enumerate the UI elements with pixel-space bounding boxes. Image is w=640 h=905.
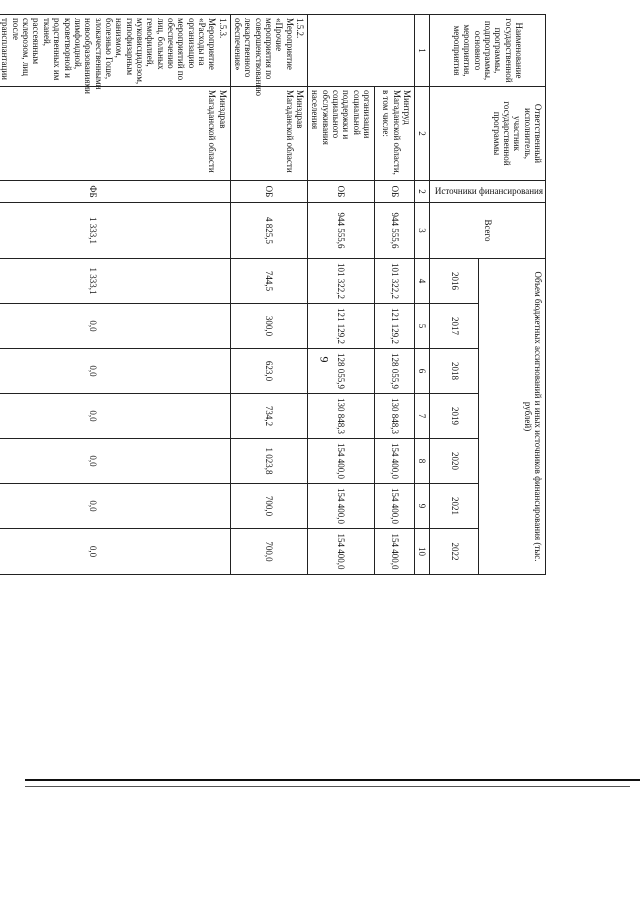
header-total: Всего	[430, 203, 546, 259]
index-cell: 2	[415, 181, 430, 203]
row-source: ОБ	[308, 181, 375, 203]
row-value: 700,0	[230, 529, 307, 575]
row-source: ФБ	[0, 181, 230, 203]
row-value: 154 400,0	[375, 529, 415, 575]
row-total: 4 825,5	[230, 203, 307, 259]
page-number: 9	[317, 356, 332, 363]
index-cell: 10	[415, 529, 430, 575]
row-value: 154 400,0	[308, 529, 375, 575]
header-source	[430, 181, 546, 203]
year-2021: 2021	[430, 484, 479, 529]
index-cell: 5	[415, 304, 430, 349]
index-cell: 4	[415, 259, 430, 304]
row-value: 734,2	[230, 394, 307, 439]
year-2016: 2016	[430, 259, 479, 304]
row-value: 130 848,3	[375, 394, 415, 439]
year-2018: 2018	[430, 349, 479, 394]
index-cell: 9	[415, 484, 430, 529]
row-value: 128 055,9	[308, 349, 375, 394]
row-value: 154 400,0	[375, 439, 415, 484]
row-total: 1 333,1	[0, 203, 230, 259]
index-row	[415, 15, 430, 575]
index-cell: 6	[415, 349, 430, 394]
year-2022: 2022	[430, 529, 479, 575]
row-value: 0,0	[0, 304, 230, 349]
row-value: 1 333,1	[0, 259, 230, 304]
row-executor: Минтруд Магаданской области, в том числе:	[375, 87, 415, 181]
index-cell: 2	[415, 87, 430, 181]
row-value: 121 129,2	[308, 304, 375, 349]
row-name: 1.5.3. Мероприятие «Расходы на организацию мероприятий по обеспечению лиц, больных гемофилией, муковисцидозом, гипофизарным нанизмом, болезнью Гоше, злокачественными новообразованиями лимфоидной, кроветворной и родственных им тканей, рассеянным склерозом, лиц после трансплантации	[0, 15, 230, 87]
row-value: 0,0	[0, 529, 230, 575]
row-value: 101 322,2	[375, 259, 415, 304]
header-executor: Ответственный исполнитель, участник государственной программы	[430, 87, 546, 181]
row-value: 1 023,8	[230, 439, 307, 484]
header-source-text: Источники финансирования	[434, 186, 543, 197]
table-row	[375, 15, 415, 575]
rotated-page-content	[0, 14, 546, 574]
index-cell: 8	[415, 439, 430, 484]
table-row	[0, 15, 230, 575]
header-name: Наименование государственной программы, подпрограммы, основного мероприятия, мероприятия	[430, 15, 546, 87]
row-value: 101 322,2	[308, 259, 375, 304]
row-value: 0,0	[0, 484, 230, 529]
page-divider	[25, 779, 640, 781]
row-name	[308, 15, 415, 87]
row-value: 0,0	[0, 439, 230, 484]
row-value: 154 400,0	[308, 439, 375, 484]
row-value: 700,0	[230, 484, 307, 529]
row-value: 154 400,0	[308, 484, 375, 529]
financing-table	[0, 14, 546, 575]
row-value: 154 400,0	[375, 484, 415, 529]
index-cell: 3	[415, 203, 430, 259]
index-cell: 7	[415, 394, 430, 439]
header-volume: Объем бюджетных ассигнований и иных источников финансирования (тыс. рублей)	[479, 259, 546, 575]
year-2019: 2019	[430, 394, 479, 439]
row-value: 128 055,9	[375, 349, 415, 394]
header-row	[479, 15, 546, 575]
table-row	[230, 15, 307, 575]
row-value: 300,0	[230, 304, 307, 349]
row-total: 944 555,6	[375, 203, 415, 259]
row-executor: Минздрав Магаданской области	[0, 87, 230, 181]
row-value: 0,0	[0, 394, 230, 439]
row-value: 121 129,2	[375, 304, 415, 349]
row-value: 130 848,3	[308, 394, 375, 439]
row-executor: Минздрав Магаданской области	[230, 87, 307, 181]
year-2017: 2017	[430, 304, 479, 349]
index-cell: 1	[415, 15, 430, 87]
row-total: 944 555,6	[308, 203, 375, 259]
row-value: 744,5	[230, 259, 307, 304]
row-source: ОБ	[375, 181, 415, 203]
row-source: ОБ	[230, 181, 307, 203]
table-row	[308, 15, 375, 575]
row-value: 0,0	[0, 349, 230, 394]
year-2020: 2020	[430, 439, 479, 484]
page-divider	[25, 786, 630, 787]
row-value: 623,0	[230, 349, 307, 394]
row-executor: организации социальной поддержки и социального обслуживания населения	[308, 87, 375, 181]
row-name: 1.5.2. Мероприятие «Прочие мероприятия по совершенствованию лекарственного обеспечения»	[230, 15, 307, 87]
